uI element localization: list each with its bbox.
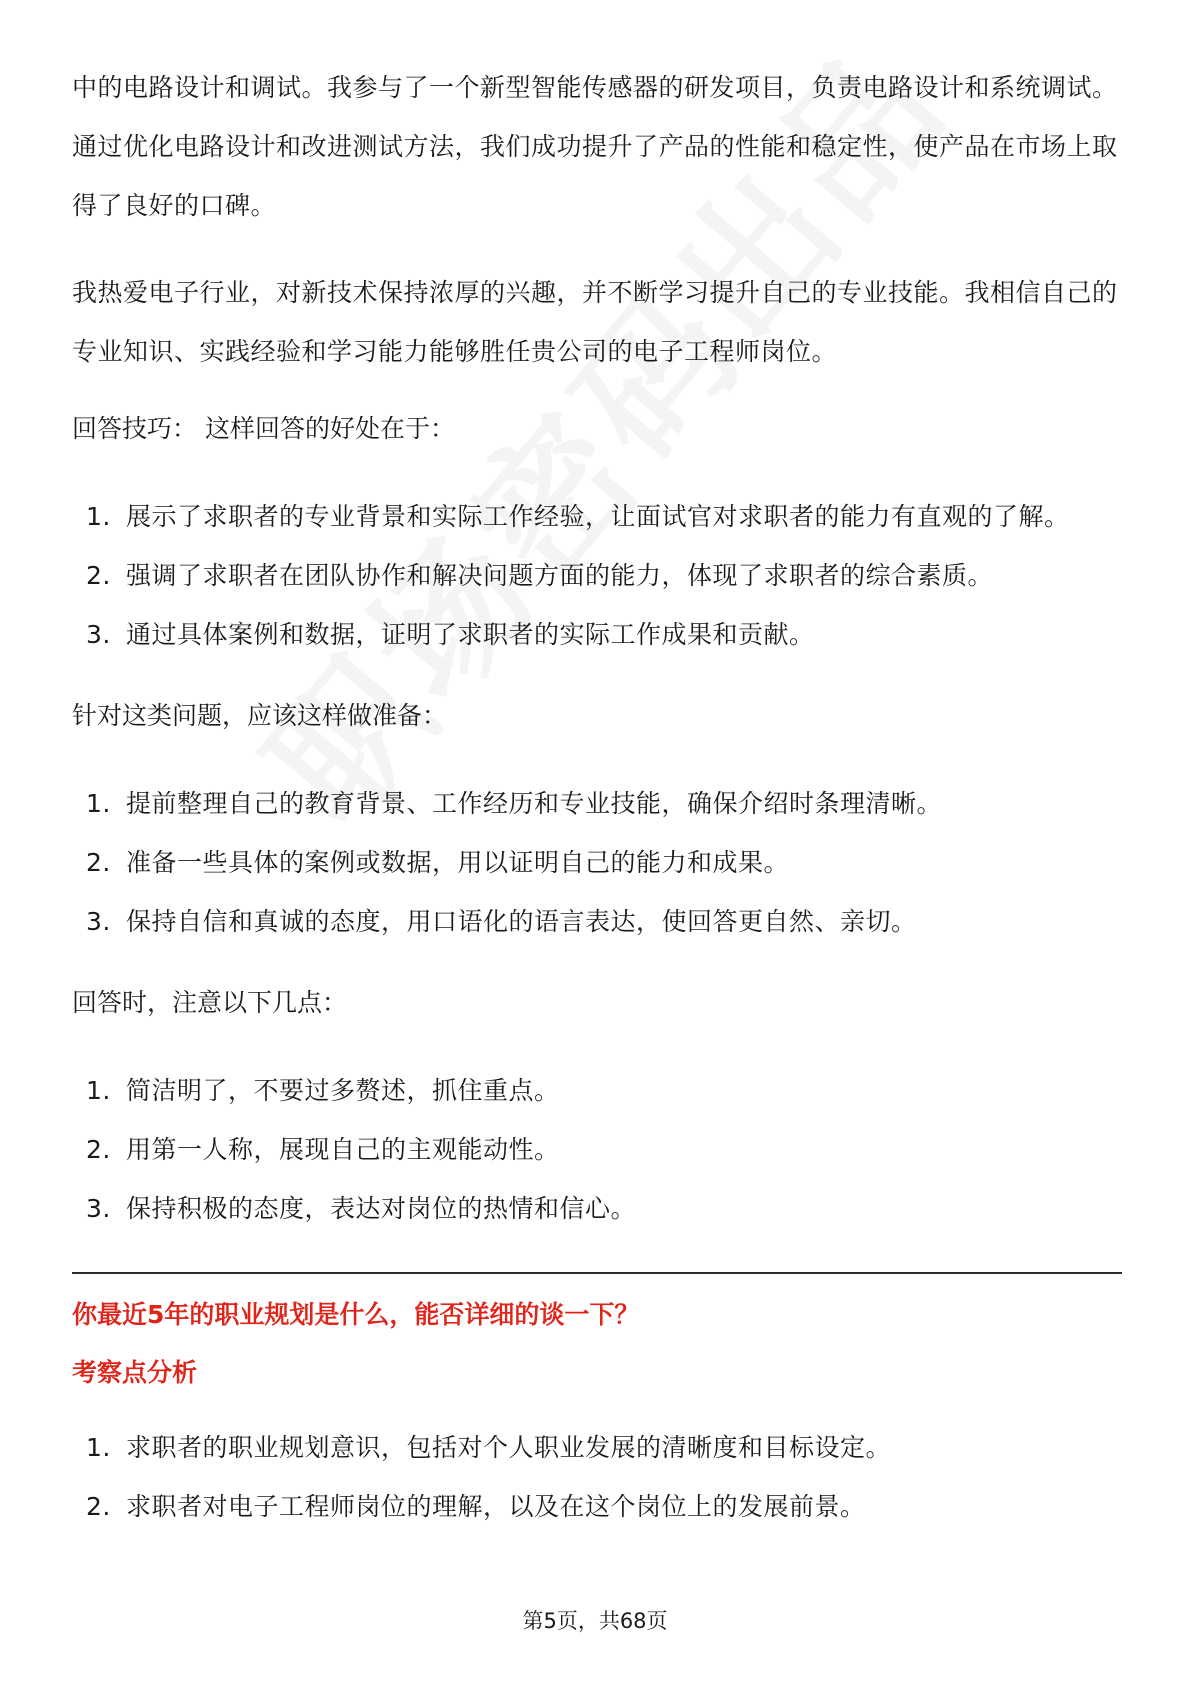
analysis-heading: 考察点分析 — [72, 1358, 198, 1387]
list-item — [72, 546, 1122, 605]
list-item-text: 求职者对电子工程师岗位的理解，以及在这个岗位上的发展前景。 — [126, 1492, 866, 1521]
list-item — [72, 605, 1122, 664]
list-item-text: 提前整理自己的教育背景、工作经历和专业技能，确保介绍时条理清晰。 — [126, 789, 943, 818]
list-item — [72, 833, 1122, 892]
question-title: 你最近5年的职业规划是什么，能否详细的谈一下？ — [72, 1300, 640, 1329]
list-number: 3. — [86, 620, 111, 649]
list-item-text: 展示了求职者的专业背景和实际工作经验，让面试官对求职者的能力有直观的了解。 — [126, 502, 1070, 531]
list-item-text: 简洁明了，不要过多赘述，抓住重点。 — [126, 1076, 560, 1105]
notes-heading: 回答时，注意以下几点： — [72, 988, 348, 1017]
list-item — [72, 1418, 1122, 1477]
list-item — [72, 487, 1122, 546]
prep-heading: 针对这类问题，应该这样做准备： — [72, 701, 448, 730]
list-number: 3. — [86, 907, 111, 936]
list-item-text: 求职者的职业规划意识，包括对个人职业发展的清晰度和目标设定。 — [126, 1433, 892, 1462]
list-item — [72, 1477, 1122, 1536]
list-item-text: 准备一些具体的案例或数据，用以证明自己的能力和成果。 — [126, 848, 790, 877]
list-number: 2. — [86, 561, 111, 590]
list-number: 2. — [86, 848, 111, 877]
section-divider — [72, 1272, 1122, 1274]
list-number: 3. — [86, 1194, 111, 1223]
page-number: 第5页，共68页 — [522, 1609, 668, 1633]
list-number: 1. — [86, 502, 111, 531]
list-item — [72, 892, 1122, 951]
intro-paragraph-1: 中的电路设计和调试。我参与了一个新型智能传感器的研发项目，负责电路设计和系统调试。通过优化电路设计和改进测试方法，我们成功提升了产品的性能和稳定性，使产品在市场上取得了良好的口碑。 — [72, 73, 1118, 220]
list-item-text: 保持自信和真诚的态度，用口语化的语言表达，使回答更自然、亲切。 — [126, 907, 917, 936]
list-number: 1. — [86, 789, 111, 818]
tips-heading: 回答技巧： 这样回答的好处在于： — [72, 414, 455, 443]
list-item-text: 用第一人称，展现自己的主观能动性。 — [126, 1135, 560, 1164]
list-item-text: 保持积极的态度，表达对岗位的热情和信心。 — [126, 1194, 637, 1223]
list-item — [72, 1120, 1122, 1179]
page-content — [72, 58, 1122, 1568]
list-number: 1. — [86, 1433, 111, 1462]
list-item — [72, 1061, 1122, 1120]
list-item — [72, 774, 1122, 833]
list-item-text: 通过具体案例和数据，证明了求职者的实际工作成果和贡献。 — [126, 620, 815, 649]
intro-paragraph-2: 我热爱电子行业，对新技术保持浓厚的兴趣，并不断学习提升自己的专业技能。我相信自己的专业知识、实践经验和学习能力能够胜任贵公司的电子工程师岗位。 — [72, 278, 1118, 366]
list-number: 2. — [86, 1135, 111, 1164]
list-item — [72, 1179, 1122, 1238]
list-item-text: 强调了求职者在团队协作和解决问题方面的能力，体现了求职者的综合素质。 — [126, 561, 994, 590]
list-number: 2. — [86, 1492, 111, 1521]
list-number: 1. — [86, 1076, 111, 1105]
notes-list — [72, 1061, 1122, 1238]
tips-list — [72, 487, 1122, 664]
analysis-list — [72, 1418, 1122, 1536]
prep-list — [72, 774, 1122, 951]
